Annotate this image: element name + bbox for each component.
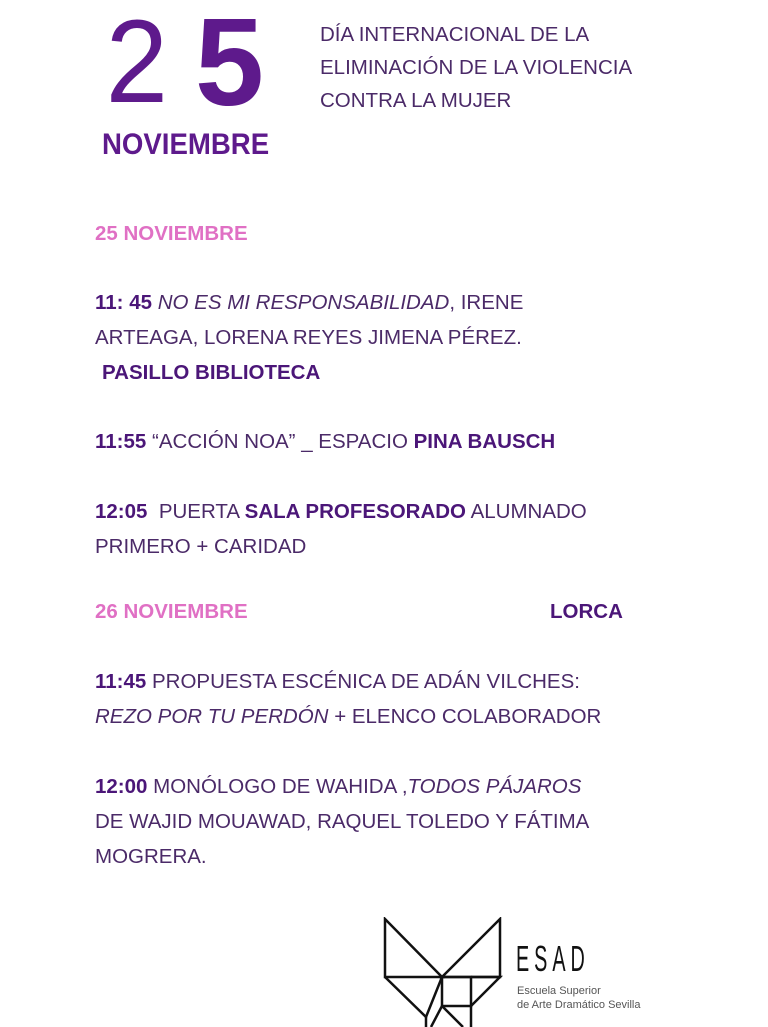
- work-title: REZO POR TU PERDÓN: [95, 705, 329, 728]
- event-time: 12:00: [95, 775, 148, 798]
- event-text: ARTEAGA, LORENA REYES JIMENA PÉREZ.: [95, 326, 522, 349]
- day2-event-2: [95, 769, 589, 874]
- event-time: 12:05: [95, 500, 148, 523]
- day1-event-2: [95, 424, 555, 459]
- event-text: ALUMNADO: [466, 500, 587, 523]
- day-digit-2: 2: [105, 0, 168, 128]
- esad-butterfly-logo-icon: [383, 917, 503, 1027]
- event-place: PASILLO BIBLIOTECA: [102, 361, 321, 384]
- event-time: 11:45: [95, 670, 147, 693]
- logo-subtitle-1: Escuela Superior: [517, 985, 601, 997]
- event-text: , IRENE: [449, 291, 524, 314]
- event-place: SALA PROFESORADO: [244, 500, 466, 523]
- work-title: TODOS PÁJAROS: [407, 775, 582, 798]
- event-text: PUERTA: [147, 500, 245, 523]
- event-text: PRIMERO + CARIDAD: [95, 535, 307, 558]
- event-place: PINA BAUSCH: [413, 430, 556, 453]
- work-title: NO ES MI RESPONSABILIDAD: [157, 291, 450, 314]
- month-label: NOVIEMBRE: [102, 128, 270, 161]
- event-time: 11:55: [95, 430, 147, 453]
- event-title: [320, 18, 632, 117]
- day1-event-3: [95, 494, 587, 564]
- title-line: DÍA INTERNACIONAL DE LA: [320, 23, 590, 46]
- event-text: DE WAJID MOUAWAD, RAQUEL TOLEDO Y FÁTIMA: [95, 810, 590, 833]
- day-digit-5: 5: [195, 0, 264, 132]
- day1-event-1: [95, 285, 523, 390]
- logo-subtitle-2: de Arte Dramático Sevilla: [517, 999, 641, 1011]
- day1-heading: 25 NOVIEMBRE: [95, 222, 248, 245]
- event-text: MOGRERA.: [95, 845, 207, 868]
- day2-event-1: [95, 664, 601, 734]
- event-text: + ELENCO COLABORADOR: [328, 705, 602, 728]
- event-time: 11: 45: [95, 291, 152, 314]
- event-text: MONÓLOGO DE WAHIDA ,: [147, 775, 408, 798]
- event-text: “ACCIÓN NOA” _ ESPACIO: [146, 430, 414, 453]
- logo-name: ESAD: [516, 938, 590, 979]
- event-text: PROPUESTA ESCÉNICA DE ADÁN VILCHES:: [146, 670, 580, 693]
- title-line: ELIMINACIÓN DE LA VIOLENCIA: [320, 56, 633, 79]
- title-line: CONTRA LA MUJER: [320, 89, 512, 112]
- day2-heading: 26 NOVIEMBRE: [95, 600, 248, 623]
- day2-venue: LORCA: [550, 600, 623, 623]
